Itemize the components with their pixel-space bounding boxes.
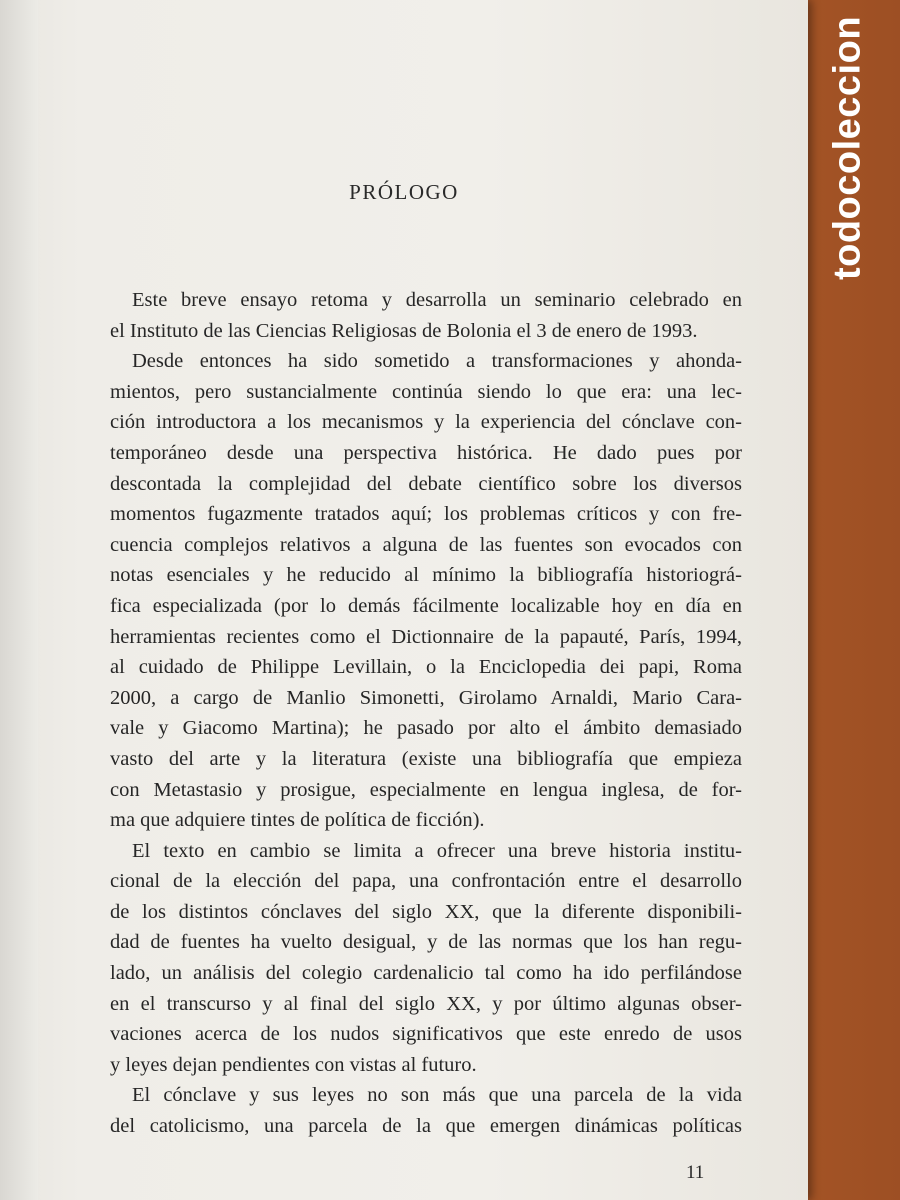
watermark-logo: todocoleccion <box>826 15 869 281</box>
text-line: y leyes dejan pendientes con vistas al futuro. <box>110 1053 477 1076</box>
text-line: descontada la complejidad del debate científico sobre los diversos <box>110 472 742 495</box>
body-text <box>110 285 742 1142</box>
text-line: momentos fugazmente tratados aquí; los problemas críticos y con fre- <box>110 503 742 526</box>
text-line: ma que adquiere tintes de política de ficción). <box>110 809 485 832</box>
text-line: El texto en cambio se limita a ofrecer una breve historia institu- <box>132 839 742 862</box>
page-number: 11 <box>686 1162 705 1183</box>
text-line: cional de la elección del papa, una confrontación entre el desarrollo <box>110 870 742 893</box>
text-line: en el transcurso y al final del siglo XX, y por último algunas obser- <box>110 992 742 1015</box>
text-line: lado, un análisis del colegio cardenalicio tal como ha ido perfilándose <box>110 962 742 985</box>
text-line: el Instituto de las Ciencias Religiosas de Bolonia el 3 de enero de 1993. <box>110 319 698 342</box>
text-line: cuencia complejos relativos a alguna de las fuentes son evocados con <box>110 533 742 556</box>
text-line: El cónclave y sus leyes no son más que una parcela de la vida <box>132 1084 742 1107</box>
chapter-title: PRÓLOGO <box>349 180 459 204</box>
text-line: ción introductora a los mecanismos y la experiencia del cónclave con- <box>110 411 742 434</box>
text-line: 2000, a cargo de Manlio Simonetti, Girolamo Arnaldi, Mario Cara- <box>110 686 742 709</box>
text-line: herramientas recientes como el Dictionnaire de la papauté, París, 1994, <box>110 625 742 648</box>
text-line: vale y Giacomo Martina); he pasado por alto el ámbito demasiado <box>110 717 742 740</box>
text-line: al cuidado de Philippe Levillain, o la Enciclopedia dei papi, Roma <box>110 656 742 679</box>
text-line: de los distintos cónclaves del siglo XX, que la diferente disponibili- <box>110 900 742 923</box>
text-line: temporáneo desde una perspectiva histórica. He dado pues por <box>110 441 742 464</box>
text-line: fica especializada (por lo demás fácilmente localizable hoy en día en <box>110 594 742 617</box>
text-line: con Metastasio y prosigue, especialmente en lengua inglesa, de for- <box>110 778 742 801</box>
text-line: Este breve ensayo retoma y desarrolla un seminario celebrado en <box>132 289 742 311</box>
text-line: del catolicismo, una parcela de la que emergen dinámicas políticas <box>110 1115 742 1138</box>
text-line: dad de fuentes ha vuelto desigual, y de las normas que los han regu- <box>110 931 742 954</box>
text-line: vasto del arte y la literatura (existe una bibliografía que empieza <box>110 747 742 770</box>
text-line: Desde entonces ha sido sometido a transformaciones y ahonda- <box>132 350 742 373</box>
text-line: mientos, pero sustancialmente continúa siendo lo que era: una lec- <box>110 380 742 403</box>
text-line: vaciones acerca de los nudos significativos que este enredo de usos <box>110 1023 742 1046</box>
text-line: notas esenciales y he reducido al mínimo la bibliografía historiográ- <box>110 564 742 587</box>
